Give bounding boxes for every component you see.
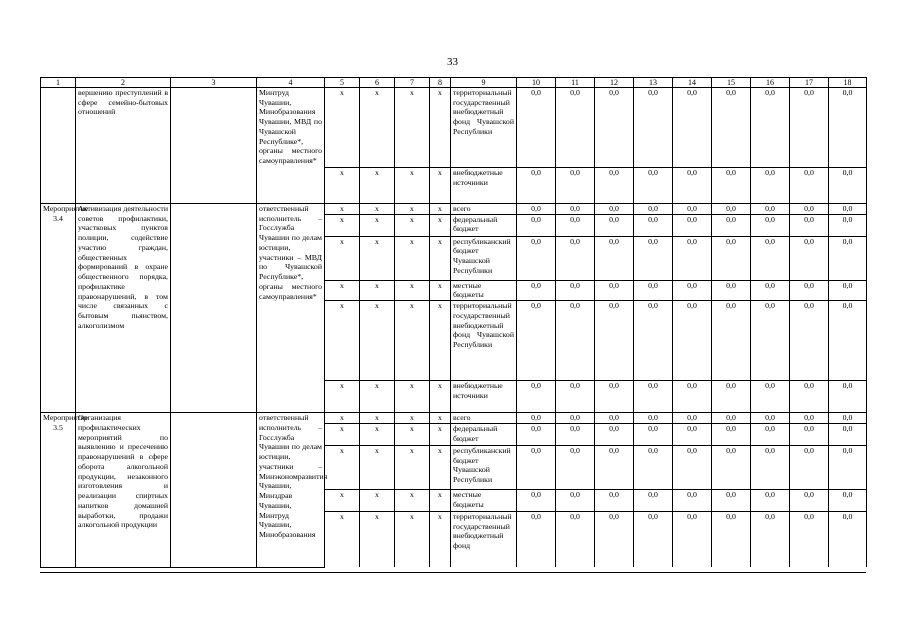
funding-value: 0,0	[829, 204, 867, 215]
code-mark: x	[430, 413, 451, 424]
code-mark: x	[430, 168, 451, 204]
responsible-executor: ответственный исполнитель – Госслужба Чувашии по делам юстиции, участники – Минэкономразвития Чувашии, Минздрав Чувашии, Минтруд Чувашии, Минобразования	[257, 413, 325, 568]
funding-source: республиканский бюджет Чувашской Республики	[451, 445, 517, 489]
funding-source: республиканский бюджет Чувашской Республики	[451, 236, 517, 280]
funding-value: 0,0	[517, 236, 556, 280]
code-mark: x	[360, 445, 395, 489]
code-mark: x	[430, 445, 451, 489]
event-name: Активизация деятельности советов профилактики, участковых пунктов полиции, содействие участию граждан, общественных формирований в охране общественного порядка, профилактике правонарушений, в том числе связанных с бытовым пьянством, алкоголизмом	[76, 204, 171, 413]
funding-value: 0,0	[751, 423, 790, 445]
funding-value: 0,0	[517, 381, 556, 413]
funding-value: 0,0	[790, 236, 829, 280]
funding-value: 0,0	[634, 511, 673, 567]
column-number-14: 14	[673, 78, 712, 88]
code-mark: x	[325, 489, 360, 511]
code-mark: x	[325, 445, 360, 489]
code-mark: x	[430, 301, 451, 381]
funding-value: 0,0	[712, 236, 751, 280]
column-number-row	[41, 78, 867, 88]
code-mark: x	[430, 88, 451, 168]
funding-value: 0,0	[829, 214, 867, 236]
code-mark: x	[395, 301, 430, 381]
funding-value: 0,0	[829, 423, 867, 445]
code-mark: x	[395, 489, 430, 511]
funding-value: 0,0	[829, 381, 867, 413]
code-mark: x	[360, 168, 395, 204]
funding-value: 0,0	[673, 168, 712, 204]
funding-value: 0,0	[751, 236, 790, 280]
event-number	[41, 88, 76, 204]
funding-value: 0,0	[634, 489, 673, 511]
funding-value: 0,0	[517, 489, 556, 511]
funding-value: 0,0	[829, 88, 867, 168]
code-mark: x	[395, 214, 430, 236]
code-mark: x	[325, 381, 360, 413]
funding-value: 0,0	[829, 511, 867, 567]
funding-value: 0,0	[595, 280, 634, 300]
funding-value: 0,0	[790, 204, 829, 215]
funding-source: внебюджетные источники	[451, 168, 517, 204]
funding-value: 0,0	[595, 88, 634, 168]
funding-source: местные бюджеты	[451, 280, 517, 300]
funding-value: 0,0	[634, 445, 673, 489]
funding-source: всего	[451, 413, 517, 424]
page-number: 33	[447, 56, 458, 68]
funding-value: 0,0	[673, 301, 712, 381]
code-mark: x	[360, 280, 395, 300]
column-number-3: 3	[171, 78, 257, 88]
code-mark: x	[395, 236, 430, 280]
funding-value: 0,0	[751, 381, 790, 413]
code-mark: x	[360, 204, 395, 215]
empty-cell	[171, 413, 257, 568]
funding-source: территориальный государственный внебюджетный фонд	[451, 511, 517, 567]
funding-value: 0,0	[517, 88, 556, 168]
code-mark: x	[360, 413, 395, 424]
event-number: Мероприятие 3.5	[41, 413, 76, 568]
code-mark: x	[395, 168, 430, 204]
column-number-17: 17	[790, 78, 829, 88]
funding-value: 0,0	[595, 204, 634, 215]
funding-value: 0,0	[556, 301, 595, 381]
code-mark: x	[325, 168, 360, 204]
funding-value: 0,0	[634, 168, 673, 204]
funding-value: 0,0	[517, 301, 556, 381]
table-row	[41, 204, 867, 215]
code-mark: x	[325, 236, 360, 280]
code-mark: x	[360, 214, 395, 236]
code-mark: x	[325, 301, 360, 381]
code-mark: x	[395, 511, 430, 567]
table-bottom-rule	[40, 572, 866, 573]
funding-value: 0,0	[751, 445, 790, 489]
funding-value: 0,0	[556, 280, 595, 300]
code-mark: x	[395, 88, 430, 168]
funding-value: 0,0	[634, 280, 673, 300]
funding-value: 0,0	[829, 413, 867, 424]
funding-value: 0,0	[673, 413, 712, 424]
funding-value: 0,0	[595, 413, 634, 424]
code-mark: x	[360, 236, 395, 280]
funding-value: 0,0	[790, 280, 829, 300]
funding-value: 0,0	[712, 445, 751, 489]
funding-value: 0,0	[751, 214, 790, 236]
funding-value: 0,0	[751, 511, 790, 567]
funding-value: 0,0	[517, 204, 556, 215]
funding-value: 0,0	[517, 511, 556, 567]
funding-value: 0,0	[751, 204, 790, 215]
funding-value: 0,0	[751, 168, 790, 204]
funding-value: 0,0	[790, 381, 829, 413]
column-number-6: 6	[360, 78, 395, 88]
funding-value: 0,0	[673, 236, 712, 280]
code-mark: x	[395, 445, 430, 489]
funding-value: 0,0	[790, 88, 829, 168]
funding-value: 0,0	[517, 214, 556, 236]
code-mark: x	[430, 214, 451, 236]
funding-value: 0,0	[712, 280, 751, 300]
empty-cell	[171, 88, 257, 204]
code-mark: x	[360, 301, 395, 381]
funding-value: 0,0	[829, 489, 867, 511]
funding-value: 0,0	[595, 381, 634, 413]
table-row	[41, 413, 867, 424]
funding-value: 0,0	[790, 168, 829, 204]
empty-cell	[171, 204, 257, 413]
event-name: вершению преступлений в сфере семейно-бытовых отношений	[76, 88, 171, 204]
code-mark: x	[325, 88, 360, 168]
funding-value: 0,0	[517, 168, 556, 204]
responsible-executor: Минтруд Чувашии, Минобразования Чувашии, МВД по Чувашской Республике*, органы местного самоуправления*	[257, 88, 325, 204]
funding-value: 0,0	[634, 88, 673, 168]
code-mark: x	[325, 511, 360, 567]
code-mark: x	[325, 280, 360, 300]
funding-value: 0,0	[751, 489, 790, 511]
code-mark: x	[430, 280, 451, 300]
funding-value: 0,0	[556, 168, 595, 204]
column-number-2: 2	[76, 78, 171, 88]
column-number-15: 15	[712, 78, 751, 88]
funding-value: 0,0	[595, 214, 634, 236]
funding-value: 0,0	[712, 511, 751, 567]
funding-value: 0,0	[673, 381, 712, 413]
funding-value: 0,0	[790, 445, 829, 489]
funding-value: 0,0	[517, 445, 556, 489]
code-mark: x	[360, 511, 395, 567]
event-name: Организация профилактических мероприятий по выявлению и пресечению правонарушений в сфере оборота алкогольной продукции, незаконного изготовления и реализации спиртных напитков домашней выработки, продажи алкогольной продукции	[76, 413, 171, 568]
funding-value: 0,0	[751, 413, 790, 424]
code-mark: x	[430, 236, 451, 280]
code-mark: x	[360, 381, 395, 413]
funding-value: 0,0	[595, 168, 634, 204]
funding-value: 0,0	[829, 445, 867, 489]
code-mark: x	[395, 413, 430, 424]
funding-value: 0,0	[634, 413, 673, 424]
column-number-7: 7	[395, 78, 430, 88]
funding-value: 0,0	[634, 423, 673, 445]
funding-value: 0,0	[556, 423, 595, 445]
code-mark: x	[360, 88, 395, 168]
code-mark: x	[360, 489, 395, 511]
funding-value: 0,0	[712, 301, 751, 381]
table-row	[41, 88, 867, 168]
column-number-13: 13	[634, 78, 673, 88]
funding-value: 0,0	[712, 381, 751, 413]
funding-value: 0,0	[595, 445, 634, 489]
funding-value: 0,0	[790, 511, 829, 567]
code-mark: x	[360, 423, 395, 445]
funding-value: 0,0	[634, 204, 673, 215]
code-mark: x	[395, 423, 430, 445]
funding-value: 0,0	[634, 236, 673, 280]
funding-value: 0,0	[595, 489, 634, 511]
funding-value: 0,0	[673, 280, 712, 300]
code-mark: x	[430, 204, 451, 215]
budget-table	[40, 77, 867, 568]
event-number: Мероприятие 3.4	[41, 204, 76, 413]
code-mark: x	[430, 511, 451, 567]
responsible-executor: ответственный исполнитель – Госслужба Чувашии по делам юстиции, участники – МВД по Чувашской Республике*, органы местного самоуправления*	[257, 204, 325, 413]
column-number-16: 16	[751, 78, 790, 88]
funding-value: 0,0	[517, 423, 556, 445]
funding-value: 0,0	[634, 301, 673, 381]
column-number-10: 10	[517, 78, 556, 88]
funding-value: 0,0	[634, 381, 673, 413]
funding-value: 0,0	[595, 236, 634, 280]
funding-value: 0,0	[790, 301, 829, 381]
funding-source: федеральный бюджет	[451, 423, 517, 445]
funding-value: 0,0	[556, 88, 595, 168]
funding-value: 0,0	[595, 301, 634, 381]
funding-value: 0,0	[556, 413, 595, 424]
funding-value: 0,0	[751, 301, 790, 381]
funding-source: федеральный бюджет	[451, 214, 517, 236]
column-number-9: 9	[451, 78, 517, 88]
funding-value: 0,0	[595, 511, 634, 567]
funding-value: 0,0	[712, 489, 751, 511]
code-mark: x	[325, 423, 360, 445]
funding-value: 0,0	[556, 214, 595, 236]
funding-value: 0,0	[790, 214, 829, 236]
funding-value: 0,0	[517, 413, 556, 424]
funding-value: 0,0	[673, 445, 712, 489]
funding-value: 0,0	[556, 445, 595, 489]
funding-value: 0,0	[673, 88, 712, 168]
funding-value: 0,0	[556, 204, 595, 215]
column-number-12: 12	[595, 78, 634, 88]
funding-value: 0,0	[556, 381, 595, 413]
code-mark: x	[325, 413, 360, 424]
column-number-8: 8	[430, 78, 451, 88]
column-number-5: 5	[325, 78, 360, 88]
funding-value: 0,0	[712, 214, 751, 236]
code-mark: x	[325, 214, 360, 236]
funding-value: 0,0	[829, 301, 867, 381]
code-mark: x	[430, 423, 451, 445]
funding-value: 0,0	[751, 280, 790, 300]
column-number-4: 4	[257, 78, 325, 88]
funding-value: 0,0	[673, 214, 712, 236]
code-mark: x	[430, 381, 451, 413]
funding-source: местные бюджеты	[451, 489, 517, 511]
funding-value: 0,0	[751, 88, 790, 168]
funding-value: 0,0	[829, 236, 867, 280]
code-mark: x	[395, 280, 430, 300]
funding-value: 0,0	[790, 413, 829, 424]
funding-value: 0,0	[556, 236, 595, 280]
funding-source: всего	[451, 204, 517, 215]
funding-value: 0,0	[712, 204, 751, 215]
funding-value: 0,0	[829, 168, 867, 204]
funding-value: 0,0	[829, 280, 867, 300]
funding-value: 0,0	[595, 423, 634, 445]
column-number-18: 18	[829, 78, 867, 88]
code-mark: x	[430, 489, 451, 511]
funding-source: территориальный государственный внебюджетный фонд Чувашской Республики	[451, 88, 517, 168]
funding-value: 0,0	[634, 214, 673, 236]
column-number-11: 11	[556, 78, 595, 88]
funding-value: 0,0	[790, 489, 829, 511]
code-mark: x	[325, 204, 360, 215]
funding-source: внебюджетные источники	[451, 381, 517, 413]
funding-value: 0,0	[673, 204, 712, 215]
funding-value: 0,0	[556, 511, 595, 567]
funding-value: 0,0	[517, 280, 556, 300]
code-mark: x	[395, 204, 430, 215]
funding-value: 0,0	[712, 423, 751, 445]
code-mark: x	[395, 381, 430, 413]
funding-value: 0,0	[712, 88, 751, 168]
funding-value: 0,0	[712, 168, 751, 204]
funding-value: 0,0	[556, 489, 595, 511]
column-number-1: 1	[41, 78, 76, 88]
funding-value: 0,0	[673, 423, 712, 445]
funding-value: 0,0	[673, 489, 712, 511]
funding-value: 0,0	[673, 511, 712, 567]
funding-value: 0,0	[790, 423, 829, 445]
funding-value: 0,0	[712, 413, 751, 424]
funding-source: территориальный государственный внебюджетный фонд Чувашской Республики	[451, 301, 517, 381]
